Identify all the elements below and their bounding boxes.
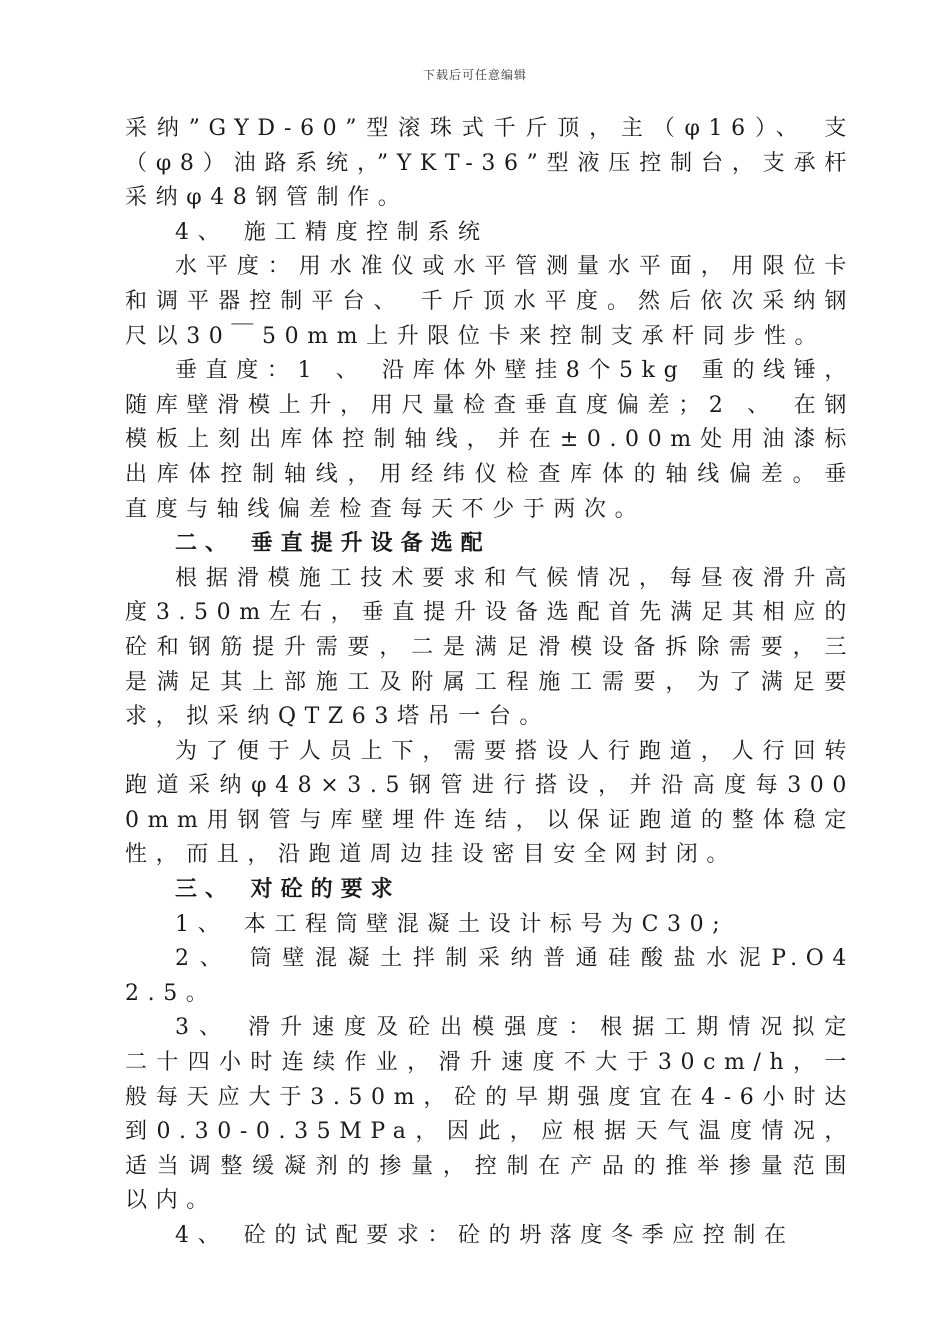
requirement-1: 1、 本工程筒壁混凝土设计标号为C30; — [175, 911, 729, 937]
paragraph-levelness: 水平度：用水准仪或水平管测量水平面，用限位卡和调平器控制平台、 千斤顶水平度。然后依次采纳钢尺以30￣50mm上升限位卡来控制支承杆同步性。 — [125, 254, 855, 349]
page-header: 下载后可任意编辑 — [422, 68, 527, 82]
paragraph-verticality: 垂直度：1 、 沿库体外壁挂8个5kg 重的线锤，随库壁滑模上升，用尺量检查垂直度偏差；2 、 在钢模板上刻出库体控制轴线，并在±0.00m处用油漆标出库体控制轴线，用经纬仪检查库体的轴线偏差。垂直度与轴线偏差检查每天不少于两次。 — [125, 358, 855, 522]
paragraph-walkway: 为了便于人员上下，需要搭设人行跑道，人行回转跑道采纳φ48×3.5钢管进行搭设，并沿高度每3000mm用钢管与库壁埋件连结，以保证跑道的整体稳定性，而且，沿跑道周边挂设密目安全网封闭。 — [125, 738, 855, 868]
section-3-heading: 三、 对砼的要求 — [175, 877, 401, 903]
requirement-3: 3、 滑升速度及砼出模强度：根据工期情况拟定二十四小时连续作业，滑升速度不大于30cm/h，一般每天应大于3.50m，砼的早期强度宜在4-6小时达到0.30-0.35MPa，因此，应根据天气温度情况，适当调整缓凝剂的掺量，控制在产品的推举掺量范围以内。 — [125, 1015, 855, 1214]
item-4-title: 4、 施工精度控制系统 — [175, 219, 489, 245]
requirement-4: 4、 砼的试配要求：砼的坍落度冬季应控制在 — [175, 1223, 795, 1248]
requirement-2: 2、 筒壁混凝土拌制采纳普通硅酸盐水泥P.O42.5。 — [125, 946, 855, 1006]
paragraph-jack-system: 采纳”GYD-60”型滚珠式千斤顶，主（φ16）、 支（φ8）油路系统，”YKT-36”型液压控制台，支承杆采纳φ48钢管制作。 — [125, 116, 855, 211]
paragraph-lifting-equipment: 根据滑模施工技术要求和气候情况，每昼夜滑升高度3.50m左右，垂直提升设备选配首先满足其相应的砼和钢筋提升需要，二是满足滑模设备拆除需要，三是满足其上部施工及附属工程施工需要，为了满足要求，拟采纳QTZ63塔吊一台。 — [125, 565, 855, 730]
document-body — [125, 112, 855, 1254]
section-2-heading: 二、 垂直提升设备选配 — [175, 531, 491, 557]
